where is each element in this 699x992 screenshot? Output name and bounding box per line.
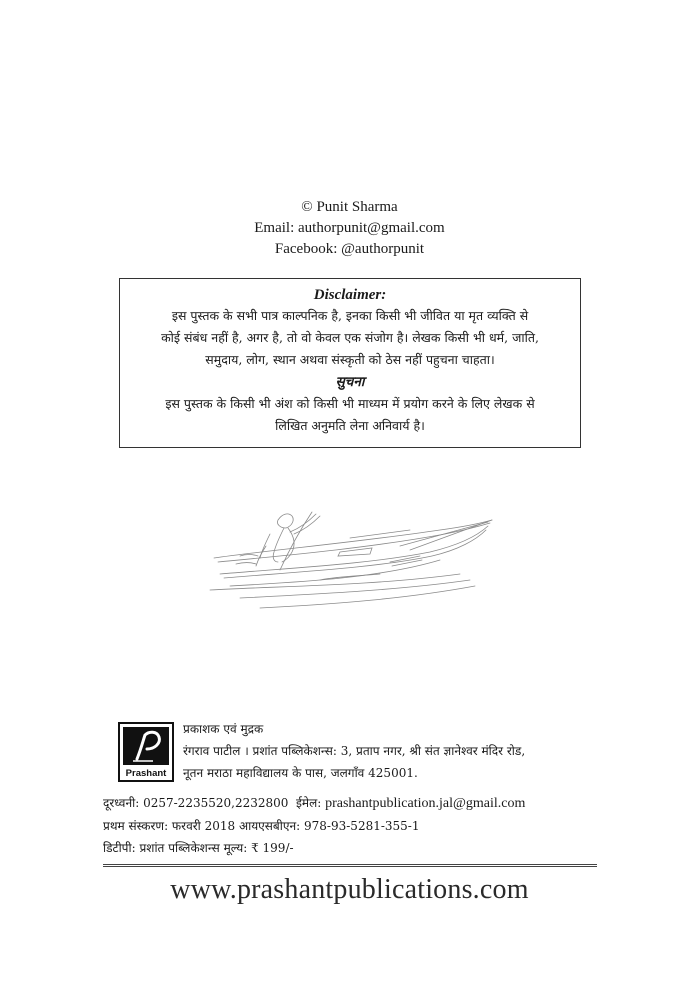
disclaimer-line-1: इस पुस्तक के सभी पात्र काल्पनिक है, इनका किसी भी जीवित या मृत व्यक्ति से (171, 308, 529, 323)
notice-line-1: इस पुस्तक के किसी भी अंश को किसी भी माध्यम में प्रयोग करने के लिए लेखक से (165, 396, 535, 411)
contact-block (103, 792, 525, 859)
edition-isbn-line: प्रथम संस्करण: फरवरी 2018 आयएसबीएन: 978-93-5281-355-1 (103, 819, 420, 833)
logo-p-icon (123, 727, 169, 765)
email-label: ईमेल: (296, 796, 326, 810)
footer-divider (103, 864, 597, 867)
author-credits (0, 197, 699, 260)
disclaimer-line-2: कोई संबंध नहीं है, अगर है, तो वो केवल एक संजोग है। लेखक किसी भी धर्म, जाति, (161, 330, 539, 345)
publisher-address-line-1: रंगराव पाटील । प्रशांत पब्लिकेशन्स: 3, प्रताप नगर, श्री संत ज्ञानेश्वर मंदिर रोड, (183, 744, 526, 758)
publisher-title: प्रकाशक एवं मुद्रक (183, 722, 264, 736)
logo-text: Prashant (125, 768, 167, 779)
notice-heading: सुचना (335, 374, 365, 390)
notice-line-2: लिखित अनुमति लेना अनिवार्य है। (275, 418, 425, 433)
dtp-price-line: डिटीपी: प्रशांत पब्लिकेशन्स मूल्य: ₹ 199/- (103, 841, 294, 855)
publisher-block (118, 718, 598, 782)
disclaimer-line-3: समुदाय, लोग, स्थान अथवा संस्कृती को ठेस नहीं पहुचना चाहता। (205, 352, 495, 367)
facebook-line: Facebook: @authorpunit (274, 241, 425, 257)
disclaimer-heading: Disclaimer: (313, 287, 387, 303)
phone-email-line (103, 792, 525, 815)
website-url: www.prashantpublications.com (170, 874, 529, 905)
boat-sketch-illustration (200, 490, 500, 615)
email-line: Email: authorpunit@gmail.com (254, 220, 445, 236)
publisher-address-line-2: नूतन मराठा महाविद्यालय के पास, जलगाँव 425001. (183, 766, 418, 780)
email-value: prashantpublication.jal@gmail.com (325, 796, 526, 811)
publisher-details (183, 718, 525, 784)
prashant-logo (118, 722, 174, 782)
phone-text: दूरध्वनी: 0257-2235520,2232800 (103, 796, 289, 810)
disclaimer-box (119, 278, 581, 448)
copyright-line: © Punit Sharma (301, 199, 398, 215)
